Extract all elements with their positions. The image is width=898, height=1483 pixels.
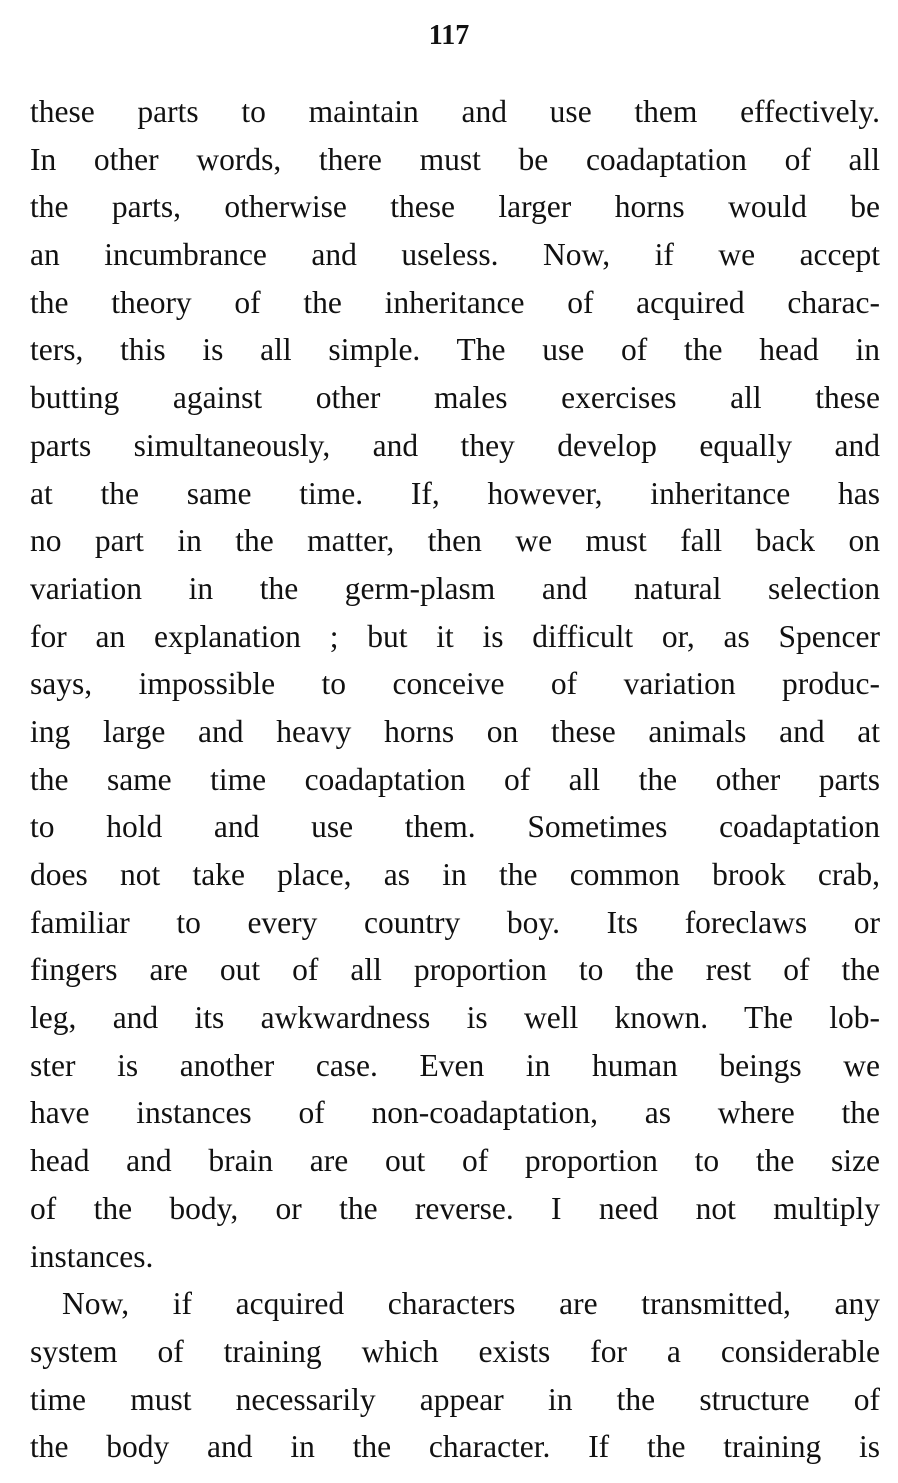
text-line: In other words, there must be coadaptation of all xyxy=(30,141,880,177)
page-body xyxy=(30,88,880,1471)
text-line: Now, if acquired characters are transmitted, any xyxy=(62,1286,880,1322)
paragraph xyxy=(30,88,880,1280)
text-line: familiar to every country boy. Its foreclaws or xyxy=(30,904,880,940)
text-line: the parts, otherwise these larger horns would be xyxy=(30,189,880,225)
text-line: the body and in the character. If the training is xyxy=(30,1429,880,1465)
text-line: fingers are out of all proportion to the rest of the xyxy=(30,952,880,988)
text-line: does not take place, as in the common brook crab, xyxy=(30,857,880,892)
page-number: 117 xyxy=(428,20,470,51)
text-line: to hold and use them. Sometimes coadaptation xyxy=(30,809,880,845)
paragraph xyxy=(30,1280,880,1471)
text-line: these parts to maintain and use them effectively. xyxy=(30,94,880,129)
text-line: parts simultaneously, and they develop equally and xyxy=(30,427,880,463)
text-line: says, impossible to conceive of variation produc- xyxy=(30,666,880,702)
text-line: have instances of non-coadaptation, as where the xyxy=(30,1095,880,1131)
text-line: the same time coadaptation of all the other parts xyxy=(30,761,880,797)
text-line: ster is another case. Even in human beings we xyxy=(30,1047,880,1083)
text-line: butting against other males exercises all these xyxy=(30,380,880,416)
text-line: system of training which exists for a considerable xyxy=(30,1333,880,1369)
text-line: at the same time. If, however, inheritance has xyxy=(30,475,880,511)
text-line: instances. xyxy=(30,1238,154,1274)
text-line: no part in the matter, then we must fall back on xyxy=(30,523,880,559)
text-line: ters, this is all simple. The use of the head in xyxy=(30,332,880,368)
text-line: for an explanation ; but it is difficult or, as Spencer xyxy=(30,618,880,654)
text-line: head and brain are out of proportion to the size xyxy=(30,1143,880,1179)
text-line: the theory of the inheritance of acquired charac- xyxy=(30,284,880,320)
text-line: ing large and heavy horns on these animals and at xyxy=(30,713,880,749)
text-line: variation in the germ-plasm and natural selection xyxy=(30,570,880,606)
text-line: of the body, or the reverse. I need not multiply xyxy=(30,1190,880,1226)
text-line: an incumbrance and useless. Now, if we accept xyxy=(30,237,880,273)
text-line: leg, and its awkwardness is well known. The lob- xyxy=(30,1000,880,1036)
text-line: time must necessarily appear in the structure of xyxy=(30,1381,880,1417)
